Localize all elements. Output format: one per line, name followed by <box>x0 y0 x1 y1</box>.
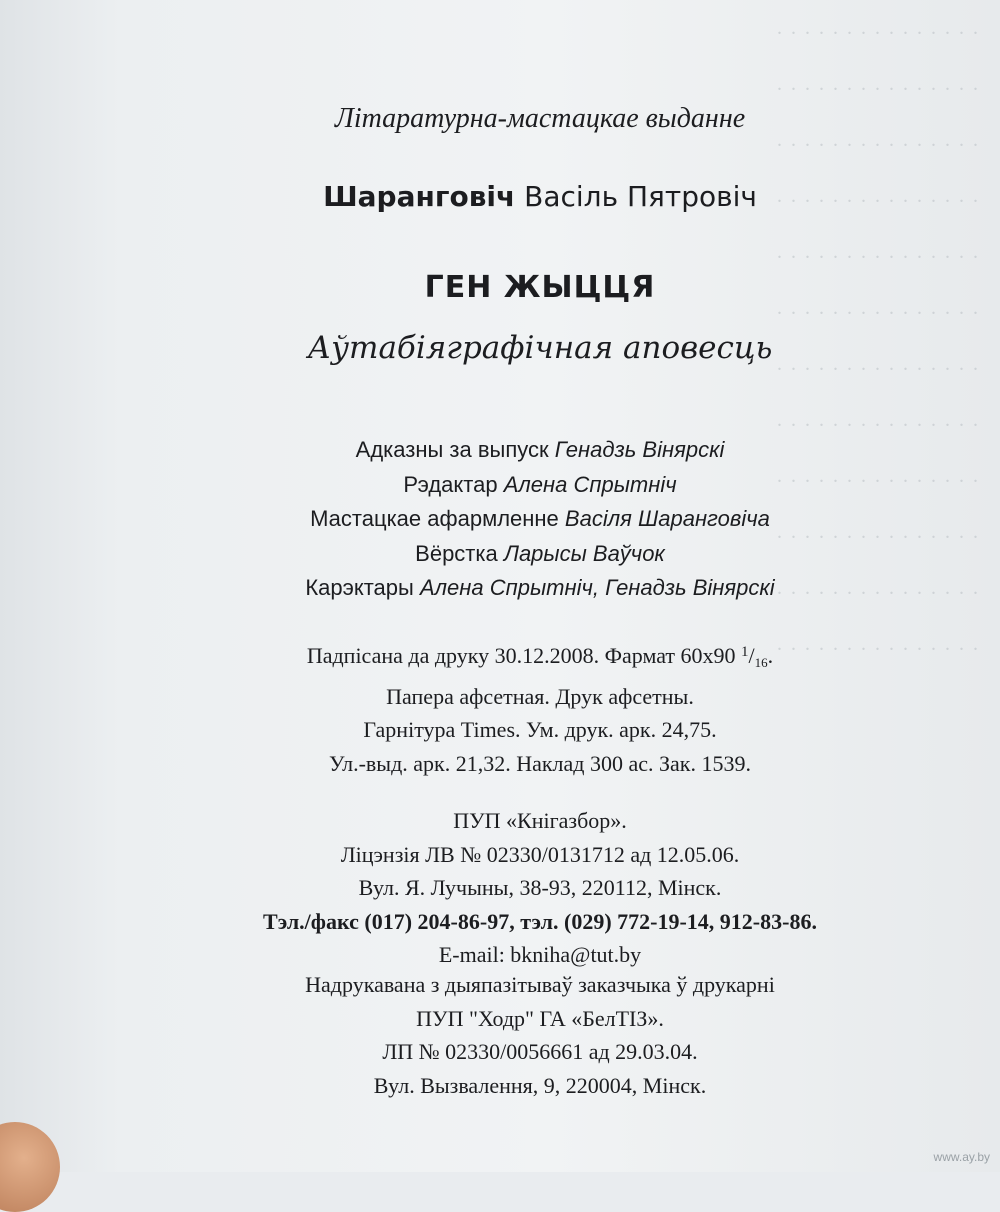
imprint-format-text: Падпісана да друку 30.12.2008. Фармат 60х90 <box>306 643 736 668</box>
bleed-through-text: . . . . . . . . . . . . . . . . . . . . . . . . . . . . . . . . . . . . . . . . . . . . . . . . . . . . . . . . . . . . . . . . . . . . . . . . . . . . . . . . . . . . . . . . . . . . . . . . . . . . . . . . . . . . . . . . . . . . . . . . . . . . . . . . . . . . . . . . . . . . . . . . . . . . . . . . . . . . . . . . . . . . . . . . . . . . . . . . . . . . <box>777 17 980 655</box>
credit-role: Мастацкае афармленне <box>310 506 559 531</box>
printer-block <box>40 968 1000 1102</box>
credits-block <box>40 433 1000 606</box>
credit-role: Адказны за выпуск <box>355 437 549 462</box>
imprint-block <box>40 636 1000 780</box>
publisher-email: E-mail: bkniha@tut.by <box>438 942 642 967</box>
credit-name: Алена Спрытніч, Генадзь Вінярскі <box>419 575 775 600</box>
author-given-names: Васіль Пятровіч <box>524 180 757 213</box>
credit-line <box>40 433 1000 468</box>
credit-role: Рэдактар <box>403 471 498 497</box>
format-fraction-numerator: 1 <box>741 644 749 660</box>
printer-line: Вул. Вызвалення, 9, 220004, Мінск. <box>373 1072 707 1098</box>
publisher-license: Ліцэнзія ЛВ № 02330/0131712 ад 12.05.06. <box>340 841 740 867</box>
thumb-finger <box>0 1122 60 1212</box>
format-fraction-denominator: 16 <box>754 655 768 670</box>
credit-role: Карэктары <box>305 575 414 600</box>
credit-role: Вёрстка <box>415 540 498 566</box>
credit-line <box>40 571 1000 606</box>
credit-line <box>40 502 1000 537</box>
credit-name: Генадзь Вінярскі <box>554 437 725 462</box>
imprint-line-format: Падпісана да друку 30.12.2008. Фармат 60х90 $^1/_{16}$. <box>306 643 774 670</box>
credit-name: Васіля Шаранговіча <box>564 506 770 531</box>
imprint-format-end: . <box>767 643 774 668</box>
series-line: Літаратурна-мастацкае выданне <box>334 103 746 134</box>
publisher-address: Вул. Я. Лучыны, 38-93, 220112, Мінск. <box>358 875 722 900</box>
printer-line: ПУП "Ходр" ГА «БелТІЗ». <box>416 1005 664 1031</box>
credit-name: Ларысы Ваўчок <box>503 540 665 566</box>
imprint-line-print-run: Ул.-выд. арк. 21,32. Наклад 300 ас. Зак. 1539. <box>329 750 751 776</box>
book-subtitle: Аўтабіяграфічная аповесць <box>307 330 773 366</box>
publisher-block <box>40 804 1000 972</box>
printer-line: ЛП № 02330/0056661 ад 29.03.04. <box>382 1039 698 1064</box>
book-title: ГЕН ЖЫЦЦЯ <box>424 270 656 305</box>
author-surname: Шаранговіч <box>323 180 516 213</box>
publisher-name: ПУП «Кнігазбор». <box>453 808 627 833</box>
imprint-line-paper: Папера афсетная. Друк афсетны. <box>386 683 694 709</box>
credit-line <box>40 537 1000 572</box>
watermark-text: www.ay.by <box>933 1150 990 1164</box>
credit-line <box>40 468 1000 503</box>
imprint-line-typeface: Гарнітура Times. Ум. друк. арк. 24,75. <box>363 717 717 742</box>
publisher-phones: Тэл./факс (017) 204-86-97, тэл. (029) 772-19-14, 912-83-86. <box>263 908 817 934</box>
printer-line: Надрукавана з дыяпазітываў заказчыка ў друкарні <box>305 972 775 997</box>
author-name <box>40 180 1000 213</box>
credit-name: Алена Спрытніч <box>503 471 677 497</box>
